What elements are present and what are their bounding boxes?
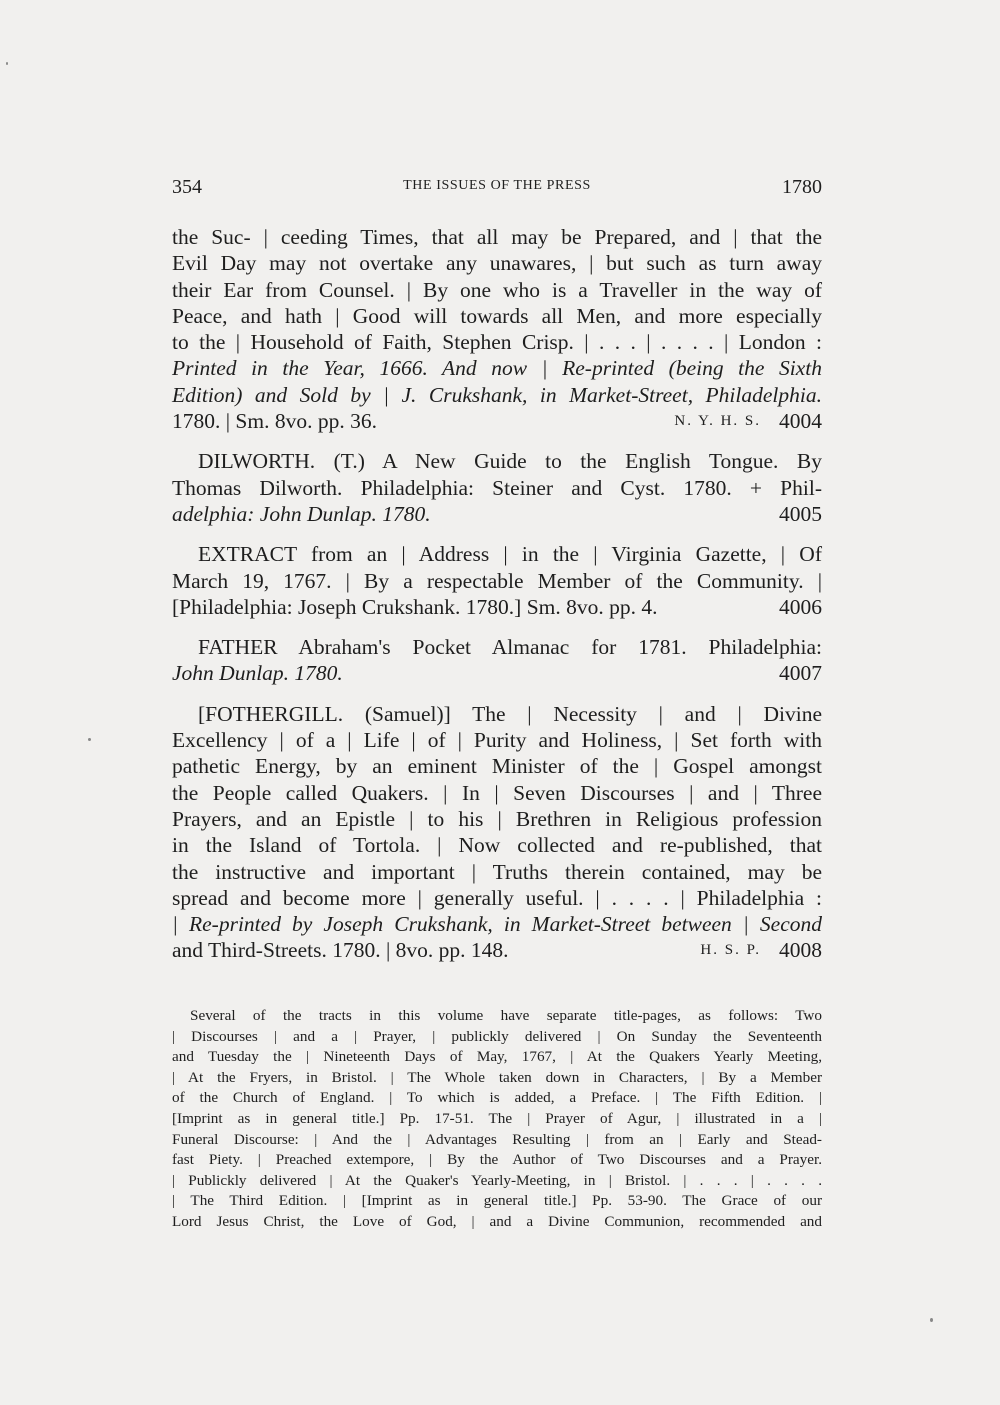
entry-line: Edition) and Sold by | J. Crukshank, in Market-Street, Philadelphia. — [172, 382, 822, 407]
entry-line: Peace, and hath | Good will towards all Men, and more especially — [172, 303, 822, 328]
entries-body — [172, 224, 822, 978]
entry-line: John Dunlap. 1780. — [172, 661, 343, 686]
entry-4005 — [172, 448, 822, 527]
entry-line: [FOTHERGILL. (Samuel)] The | Necessity | and | Divine — [198, 701, 822, 726]
note-line: Funeral Discourse: | And the | Advantages Resulting | from an | Early and Stead- — [172, 1130, 822, 1148]
entry-line: Evil Day may not overtake any unawares, | but such as turn away — [172, 251, 822, 276]
entry-line: [Philadelphia: Joseph Crukshank. 1780.] Sm. 8vo. pp. 4. — [172, 594, 658, 619]
note-line: [Imprint as in general title.] Pp. 17-51. The | Prayer of Agur, | illustrated in a | — [172, 1109, 822, 1127]
entry-last-line — [172, 501, 822, 527]
entry-last-line — [172, 660, 822, 686]
note-line: and Tuesday the | Nineteenth Days of May, 1767, | At the Quakers Yearly Meeting, — [172, 1048, 822, 1066]
entry-line: the instructive and important | Truths therein contained, may be — [172, 859, 822, 884]
entry-line: Prayers, and an Epistle | to his | Brethren in Religious profession — [172, 806, 822, 831]
entry-line: to the | Household of Faith, Stephen Crisp. | . . . | . . . . | London : — [172, 330, 822, 355]
library-code: N. Y. H. S. — [674, 413, 761, 430]
entry-4008 — [172, 701, 822, 964]
running-year: 1780 — [782, 176, 822, 198]
entry-line: their Ear from Counsel. | By one who is a Traveller in the way of — [172, 277, 822, 302]
entry-line: Excellency | of a | Life | of | Purity and Holiness, | Set forth with — [172, 728, 822, 753]
entry-line: in the Island of Tortola. | Now collected and re-published, that — [172, 833, 822, 858]
entry-line: DILWORTH. (T.) A New Guide to the English Tongue. By — [198, 449, 822, 474]
entry-number: 4006 — [779, 594, 822, 619]
entry-line: 1780. | Sm. 8vo. pp. 36. — [172, 409, 377, 434]
entry-line: March 19, 1767. | By a respectable Member of the Community. | — [172, 568, 822, 593]
entry-number: 4007 — [779, 661, 822, 686]
entry-line: EXTRACT from an | Address | in the | Virginia Gazette, | Of — [198, 542, 822, 567]
paper-speck — [88, 738, 91, 741]
note-line: | Publickly delivered | At the Quaker's Yearly-Meeting, in | Bristol. | . . . | . . . . — [172, 1171, 822, 1189]
note-line: of the Church of England. | To which is added, a Preface. | The Fifth Edition. | — [172, 1089, 822, 1107]
entry-line: | Re-printed by Joseph Crukshank, in Market-Street between | Second — [172, 912, 822, 937]
entry-line: and Third-Streets. 1780. | 8vo. pp. 148. — [172, 938, 509, 963]
entry-line: adelphia: John Dunlap. 1780. — [172, 501, 431, 526]
footnote — [172, 1006, 822, 1233]
note-line: Several of the tracts in this volume have separate title-pages, as follows: Two — [190, 1007, 822, 1024]
entry-number: 4008 — [779, 938, 822, 963]
entry-number: 4005 — [779, 501, 822, 526]
entry-line: spread and become more | generally useful. | . . . . | Philadelphia : — [172, 885, 822, 910]
entry-line: the Suc- | ceeding Times, that all may be Prepared, and | that the — [172, 225, 822, 249]
note-line: | The Third Edition. | [Imprint as in general title.] Pp. 53-90. The Grace of our — [172, 1192, 822, 1210]
entry-last-line — [172, 408, 822, 434]
entry-last-line — [172, 937, 822, 963]
entry-4006 — [172, 541, 822, 620]
running-head — [172, 176, 822, 202]
entry-last-line — [172, 594, 822, 620]
note-line: | At the Fryers, in Bristol. | The Whole taken down in Characters, | By a Member — [172, 1068, 822, 1086]
library-code: H. S. P. — [700, 942, 761, 959]
entry-line: Thomas Dilworth. Philadelphia: Steiner and Cyst. 1780. + Phil- — [172, 475, 822, 500]
note-line: fast Piety. | Preached extempore, | By the Author of Two Discourses and a Prayer. — [172, 1151, 822, 1169]
note-line: Lord Jesus Christ, the Love of God, | and a Divine Communion, recommended and — [172, 1212, 822, 1230]
entry-line: the People called Quakers. | In | Seven Discourses | and | Three — [172, 780, 822, 805]
note-line: | Discourses | and a | Prayer, | publickly delivered | On Sunday the Seventeenth — [172, 1027, 822, 1045]
entry-4007 — [172, 634, 822, 687]
entry-line: pathetic Energy, by an eminent Minister of the | Gospel amongst — [172, 754, 822, 779]
page-number: 354 — [172, 176, 202, 198]
paper-speck — [6, 62, 8, 65]
entry-4004 — [172, 224, 822, 434]
running-title: THE ISSUES OF THE PRESS — [403, 178, 591, 193]
paper-speck — [930, 1318, 933, 1322]
entry-number: 4004 — [779, 409, 822, 434]
entry-line: FATHER Abraham's Pocket Almanac for 1781. Philadelphia: — [198, 635, 822, 660]
entry-line: Printed in the Year, 1666. And now | Re-printed (being the Sixth — [172, 356, 822, 381]
